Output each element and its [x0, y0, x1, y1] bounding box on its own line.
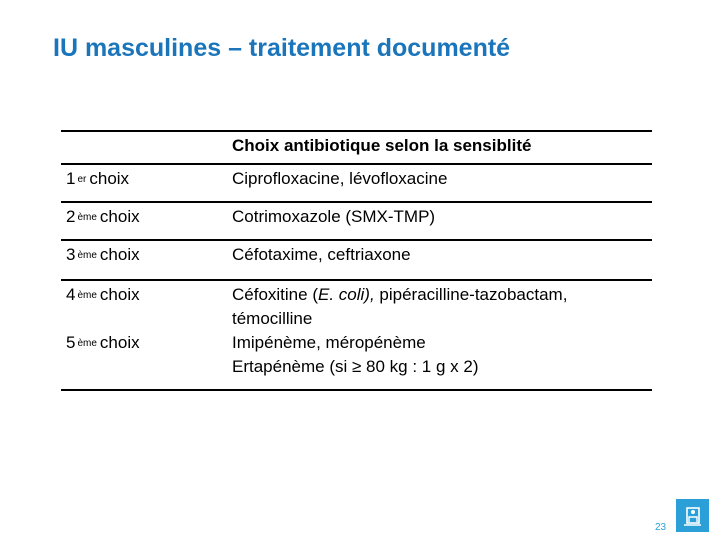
- row-treatment: [232, 285, 567, 304]
- table-bottom-rule: [61, 389, 652, 391]
- building-figure-icon: [676, 499, 709, 532]
- choice-ordinal: ème: [77, 290, 97, 301]
- table-rule: [61, 239, 652, 241]
- row-treatment: Céfotaxime, ceftriaxone: [232, 245, 411, 264]
- treatment-text: pipéracilline-tazobactam,: [374, 285, 568, 304]
- treatment-organism: E. coli),: [317, 285, 375, 304]
- choice-word: choix: [99, 245, 140, 264]
- table-header: Choix antibiotique selon la sensiblité: [232, 136, 532, 155]
- table-rule: [61, 163, 652, 165]
- choice-number: 3: [66, 245, 76, 264]
- choice-number: 1: [66, 169, 76, 188]
- row-label: [66, 285, 140, 304]
- choice-word: choix: [99, 285, 140, 304]
- row-treatment: Cotrimoxazole (SMX-TMP): [232, 207, 436, 226]
- choice-ordinal: ème: [77, 212, 97, 223]
- choice-number: 4: [66, 285, 76, 304]
- page-number: 23: [655, 522, 667, 533]
- row-treatment-line: témocilline: [232, 309, 313, 328]
- table-top-rule: [61, 130, 652, 132]
- row-label: [66, 207, 140, 226]
- row-label: [66, 333, 140, 352]
- table-rule: [61, 279, 652, 281]
- choice-number: 2: [66, 207, 76, 226]
- row-treatment: Ciprofloxacine, lévofloxacine: [232, 169, 448, 188]
- choice-word: choix: [99, 333, 140, 352]
- row-treatment: Imipénème, méropénème: [232, 333, 426, 352]
- row-treatment-line: Ertapénème (si ≥ 80 kg : 1 g x 2): [232, 357, 479, 376]
- treatment-text: Céfoxitine (: [232, 285, 318, 304]
- page-title: IU masculines – traitement documenté: [53, 34, 511, 62]
- table-rule: [61, 201, 652, 203]
- choice-ordinal: ème: [77, 338, 97, 349]
- row-label: [66, 169, 129, 188]
- choice-ordinal: er: [77, 174, 87, 185]
- choice-word: choix: [89, 169, 130, 188]
- row-label: [66, 245, 140, 264]
- choice-word: choix: [99, 207, 140, 226]
- choice-number: 5: [66, 333, 76, 352]
- choice-ordinal: ème: [77, 250, 97, 261]
